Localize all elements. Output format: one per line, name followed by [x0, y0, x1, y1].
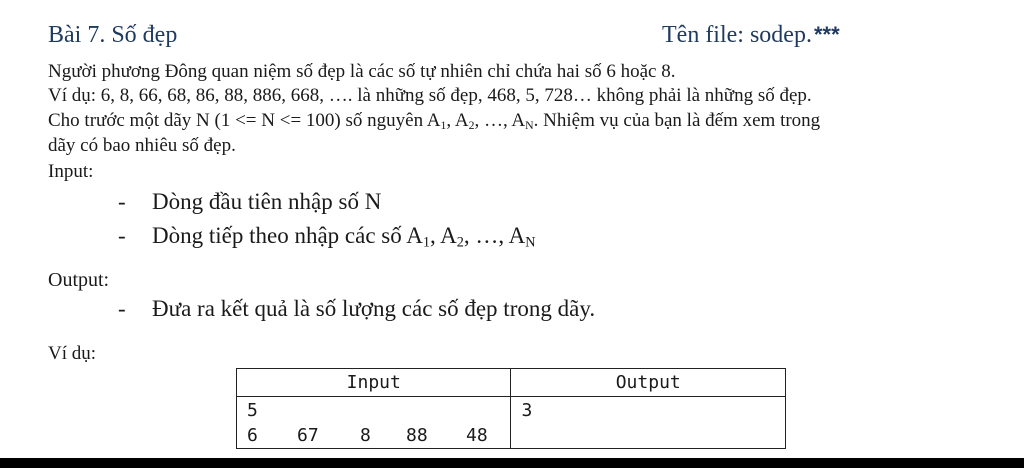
table-header-output: Output: [511, 369, 786, 397]
input-number: 8: [360, 425, 371, 446]
input-line-n: 5: [247, 400, 258, 421]
bullet-dash: -: [118, 223, 126, 248]
bottom-black-bar: [0, 458, 1024, 468]
description-line-4: dãy có bao nhiêu số đẹp.: [48, 135, 236, 156]
table-cell-input: [237, 397, 511, 449]
input-number: 6: [247, 425, 258, 446]
exercise-title: Bài 7. Số đẹp: [48, 22, 178, 48]
input-item-text: Dòng tiếp theo nhập các số A: [152, 223, 423, 248]
output-cell-content: [511, 397, 785, 448]
output-list-item: [118, 295, 595, 323]
file-name-label: [662, 22, 840, 49]
input-number: 88: [406, 425, 428, 446]
description-line-3-part-a: Cho trước một dãy N (1 <= N <= 100) số nguyên A: [48, 110, 441, 131]
input-section-label: Input:: [48, 161, 94, 182]
subscript-2: 2: [456, 234, 464, 251]
input-item-text-b: , A: [429, 223, 457, 248]
subscript-n: N: [525, 118, 534, 132]
table-header-input: Input: [237, 369, 511, 397]
title-row: [48, 18, 978, 54]
subscript-2: 2: [468, 118, 475, 132]
table-row: [237, 397, 786, 449]
subscript-n: N: [525, 234, 536, 251]
subscript-1: 1: [440, 118, 447, 132]
example-table: [236, 368, 786, 449]
description-line-3: [48, 109, 820, 133]
input-item-text-c: , …, A: [463, 223, 526, 248]
file-extension-stars: ***: [813, 22, 840, 47]
file-name-text: Tên file: sodep.: [662, 22, 812, 48]
bullet-dash: -: [118, 189, 126, 214]
input-list-item: [118, 222, 536, 250]
input-list-item: [118, 188, 381, 216]
example-label: Ví dụ:: [48, 343, 97, 364]
description-line-3-part-c: , …, A: [474, 110, 526, 131]
table-cell-output: [511, 397, 786, 449]
description-line-2: Ví dụ: 6, 8, 66, 68, 86, 88, 886, 668, …. là những số đẹp, 468, 5, 728… không phải là những số đẹp.: [48, 85, 812, 106]
description-line-1: Người phương Đông quan niệm số đẹp là các số tự nhiên chỉ chứa hai số 6 hoặc 8.: [48, 61, 676, 82]
description-line-3-part-d: . Nhiệm vụ của bạn là đếm xem trong: [533, 110, 821, 131]
input-number: 48: [466, 425, 488, 446]
output-value: 3: [521, 400, 533, 421]
output-item-text: Đưa ra kết quả là số lượng các số đẹp trong dãy.: [152, 296, 596, 321]
input-line-numbers: [247, 425, 488, 446]
input-cell-content: [237, 397, 510, 448]
input-number: 67: [297, 425, 319, 446]
table-header-row: [237, 369, 786, 397]
subscript-1: 1: [422, 234, 430, 251]
input-item-text: Dòng đầu tiên nhập số N: [152, 189, 382, 214]
bullet-dash: -: [118, 296, 126, 321]
output-section-label: Output:: [48, 269, 110, 291]
description-line-3-part-b: , A: [446, 110, 469, 131]
